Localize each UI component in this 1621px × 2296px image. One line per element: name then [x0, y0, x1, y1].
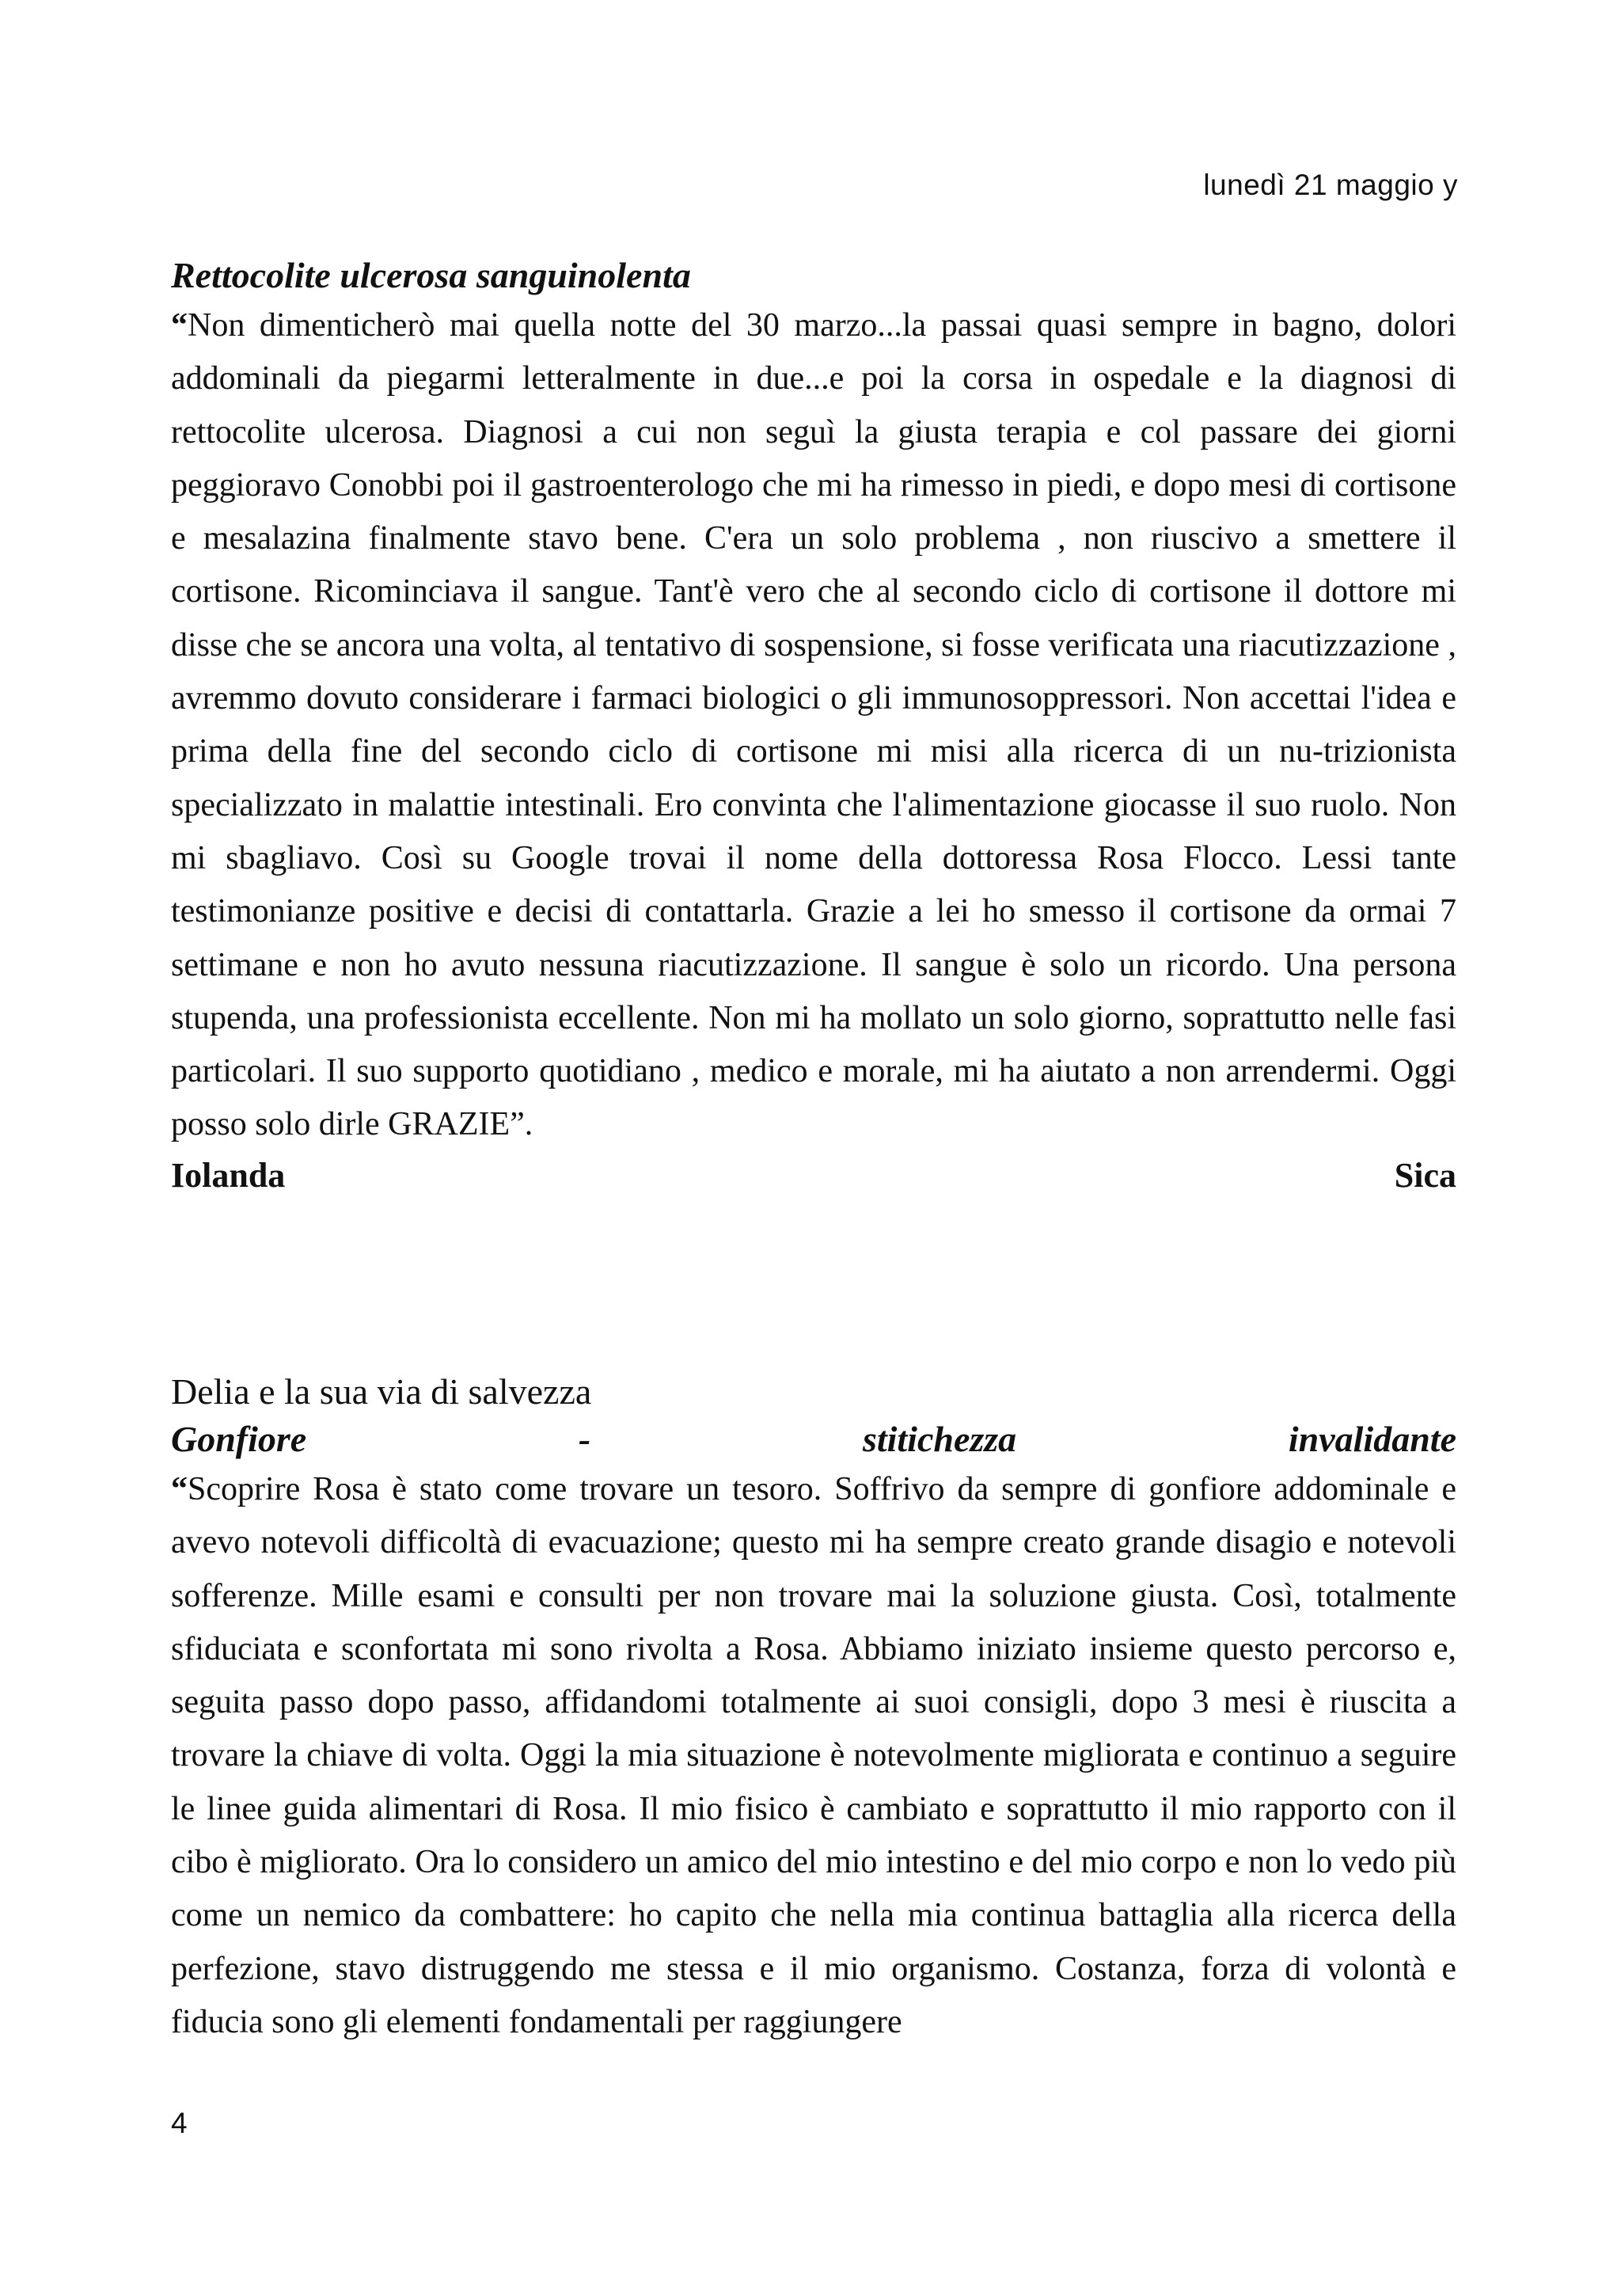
section-2-subtitle — [171, 1416, 1456, 1463]
section-2-body-text: Scoprire Rosa è stato come trovare un tesoro. Soffrivo da sempre di gonfiore addominale e avevo notevoli difficoltà di evacuazione; questo mi ha sempre creato grande disagio e notevoli sofferenze. Mille esami e consulti per non trovare mai la soluzione giusta. Così, totalmente sfiduciata e sconfortata mi sono rivolta a Rosa. Abbiamo iniziato insieme questo percorso e, seguita passo dopo passo, affidandomi totalmente ai suoi consigli, dopo 3 mesi è riuscita a trovare la chiave di volta. Oggi la mia situazione è notevolmente migliorata e continuo a seguire le linee guida alimentari di Rosa. Il mio fisico è cambiato e soprattutto il mio rapporto con il cibo è migliorato. Ora lo considero un amico del mio intestino e del mio corpo e non lo vedo più come un nemico da combattere: ho capito che nella mia continua battaglia alla ricerca della perfezione, stavo distruggendo me stessa e il mio organismo. Costanza, forza di volontà e fiducia sono gli elementi fondamentali per raggiungere — [171, 1471, 1456, 2040]
open-quote: “ — [171, 1471, 188, 1507]
page-number: 4 — [171, 2107, 188, 2139]
section-1-body — [171, 299, 1456, 1152]
subtitle-word: Gonfiore — [171, 1419, 307, 1459]
testimonial-section-1 — [171, 252, 1456, 1199]
section-1-body-text: Non dimenticherò mai quella notte del 30 marzo...la passai quasi sempre in bagno, dolori addominali da piegarmi letteralmente in due...e poi la corsa in ospedale e la diagnosi di rettocolite ulcerosa. Diagnosi a cui non seguì la giusta terapia e col passare dei giorni peggioravo Conobbi poi il gastroenterologo che mi ha rimesso in piedi, e dopo mesi di cortisone e mesalazina finalmente stavo bene. C'era un solo problema , non riuscivo a smettere il cortisone. Ricominciava il sangue. Tant'è vero che al secondo ciclo di cortisone il dottore mi disse che se ancora una volta, al tentativo di sospensione, si fosse verificata una riacutizzazione , avremmo dovuto considerare i farmaci biologici o gli immunosoppressori. Non accettai l'idea e prima della fine del secondo ciclo di cortisone mi misi alla ricerca di un nu-trizionista specializzato in malattie intestinali. Ero convinta che l'alimentazione giocasse il suo ruolo. Non mi sbagliavo. Così su Google trovai il nome della dottoressa Rosa Flocco. Lessi tante testimonianze positive e decisi di contattarla. Grazie a lei ho smesso il cortisone da ormai 7 settimane e non ho avuto nessuna riacutizzazione. Il sangue è solo un ricordo. Una persona stupenda, una professionista eccellente. Non mi ha mollato un solo giorno, soprattutto nelle fasi particolari. Il suo supporto quotidiano , medico e morale, mi ha aiutato a non arrendermi. Oggi posso solo dirle GRAZIE”. — [171, 307, 1456, 1143]
subtitle-word: invalidante — [1288, 1419, 1456, 1459]
testimonial-section-2 — [171, 1368, 1456, 2049]
signature-first-name: Iolanda — [171, 1155, 286, 1195]
subtitle-word: stitichezza — [862, 1419, 1017, 1459]
signature — [171, 1152, 1456, 1199]
signature-last-name: Sica — [1394, 1155, 1456, 1195]
open-quote: “ — [171, 307, 188, 344]
subtitle-word: - — [578, 1419, 591, 1459]
section-2-body — [171, 1463, 1456, 2049]
section-1-title: Rettocolite ulcerosa sanguinolenta — [171, 255, 691, 295]
header-date: lunedì 21 maggio y — [1203, 169, 1458, 201]
section-2-title: Delia e la sua via di salvezza — [171, 1371, 592, 1412]
